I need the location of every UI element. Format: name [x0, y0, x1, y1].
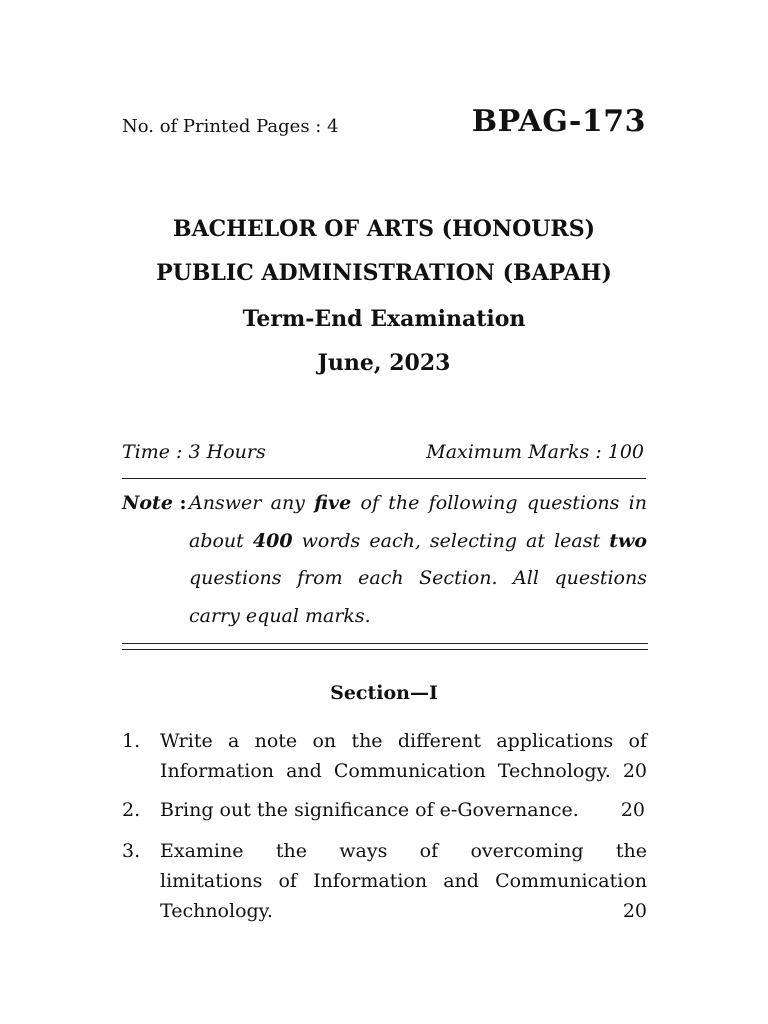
header-row: [122, 104, 646, 148]
question-number: 1.: [122, 730, 141, 752]
note-line: Answer any five of the following questions in: [189, 492, 647, 514]
programme-title: BACHELOR OF ARTS (HONOURS): [172, 216, 596, 242]
exam-session: June, 2023: [317, 350, 451, 376]
question-number: 2.: [122, 799, 141, 821]
section-title: Section—I: [330, 682, 438, 704]
note-label: Note :: [122, 492, 187, 514]
printed-pages-count: No. of Printed Pages : 4: [122, 116, 339, 137]
divider-line: [122, 478, 646, 479]
subject-title: PUBLIC ADMINISTRATION (BAPAH): [156, 260, 612, 286]
question-marks: 20: [620, 799, 645, 821]
time-marks-row: [122, 441, 644, 467]
note-line: questions from each Section. All questions: [189, 567, 647, 589]
question-text: Write a note on the different applications of Information and Communication Technology. 20: [160, 730, 647, 782]
note-line: about 400 words each, selecting at least two: [189, 529, 647, 552]
maximum-marks: Maximum Marks : 100: [426, 441, 644, 463]
question-text: Bring out the significance of e-Governance. 20: [160, 799, 645, 821]
question-marks: 20: [622, 900, 647, 922]
time-allowed: Time : 3 Hours: [122, 441, 266, 463]
paper-code: BPAG-173: [471, 104, 646, 139]
note-line: carry equal marks.: [189, 604, 371, 627]
note-instructions: [189, 492, 647, 642]
question-number: 3.: [122, 840, 141, 862]
exam-title: Term-End Examination: [242, 306, 526, 332]
question-text: Examine the ways of overcoming the limitations of Information and Communication Technology. 20: [160, 840, 647, 922]
double-divider-line: [122, 643, 648, 650]
